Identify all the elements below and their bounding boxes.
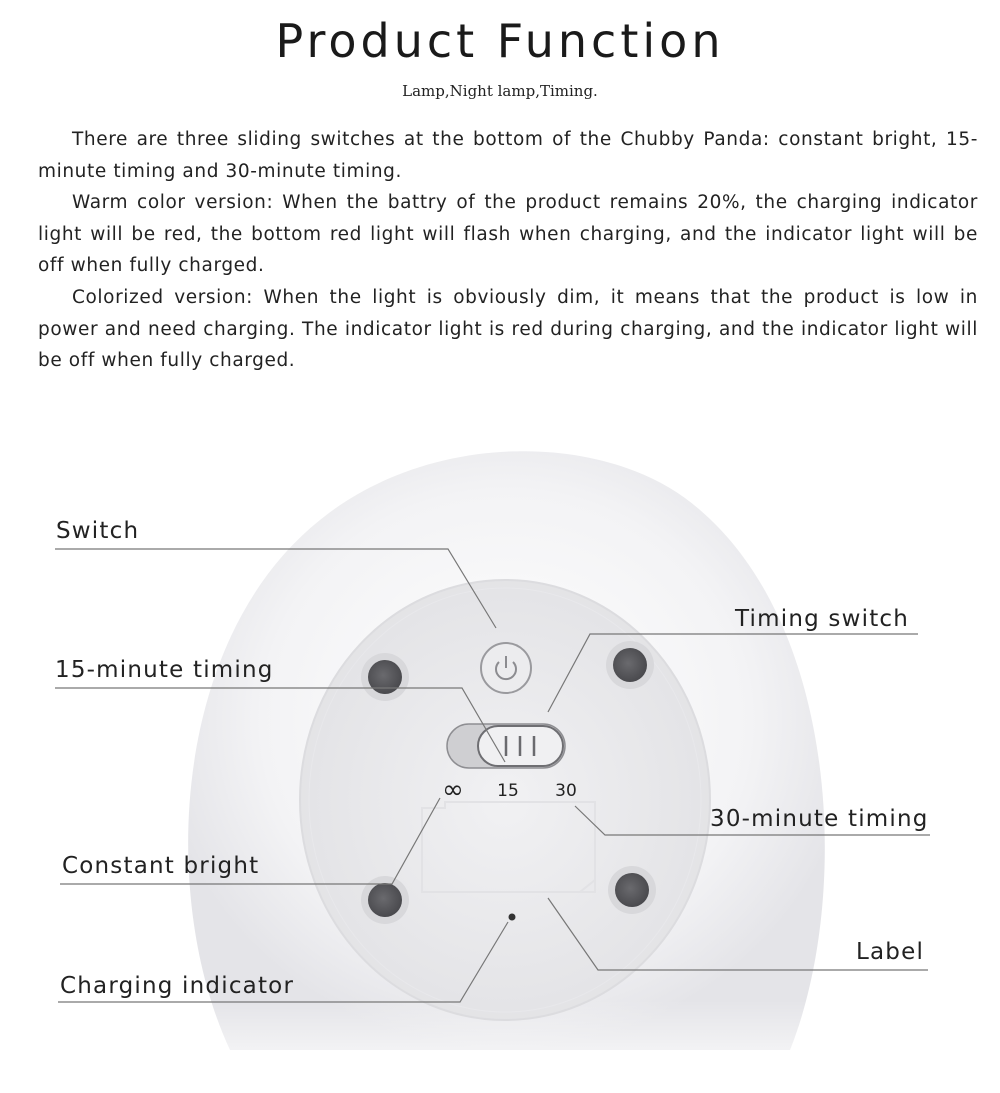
rubber-foot	[361, 876, 409, 924]
callout-label: Label	[856, 939, 925, 965]
callout-timing-switch: Timing switch	[735, 606, 910, 632]
timing-slide-switch[interactable]	[447, 724, 565, 768]
infinity-icon: ∞	[442, 775, 464, 805]
mode-label-30: 30	[555, 781, 577, 801]
mode-label-15: 15	[497, 781, 519, 801]
charging-indicator-light	[509, 914, 516, 921]
description-paragraph-2: Warm color version: When the battry of the product remains 20%, the charging indicator light will be red, the bottom red light will flash when charging, and the indicator light will be off when fully charged.	[38, 192, 978, 276]
rubber-foot	[606, 641, 654, 689]
rubber-foot	[361, 653, 409, 701]
callout-charging-indicator: Charging indicator	[60, 973, 295, 999]
callout-30-minute-timing: 30-minute timing	[710, 806, 929, 832]
callout-switch: Switch	[56, 518, 140, 544]
power-button[interactable]	[481, 643, 531, 693]
page-subtitle: Lamp,Night lamp,Timing.	[402, 82, 598, 100]
callout-constant-bright: Constant bright	[62, 853, 260, 879]
rubber-foot	[608, 866, 656, 914]
page-title: Product Function	[275, 14, 725, 68]
description-paragraph-3: Colorized version: When the light is obviously dim, it means that the product is low in power and need charging. The indicator light is red during charging, and the indicator light will be off when fully charged.	[38, 287, 978, 371]
callout-15-minute-timing: 15-minute timing	[55, 657, 274, 683]
description-paragraph-1: There are three sliding switches at the bottom of the Chubby Panda: constant bright, 15-minute timing and 30-minute timing.	[38, 129, 978, 182]
